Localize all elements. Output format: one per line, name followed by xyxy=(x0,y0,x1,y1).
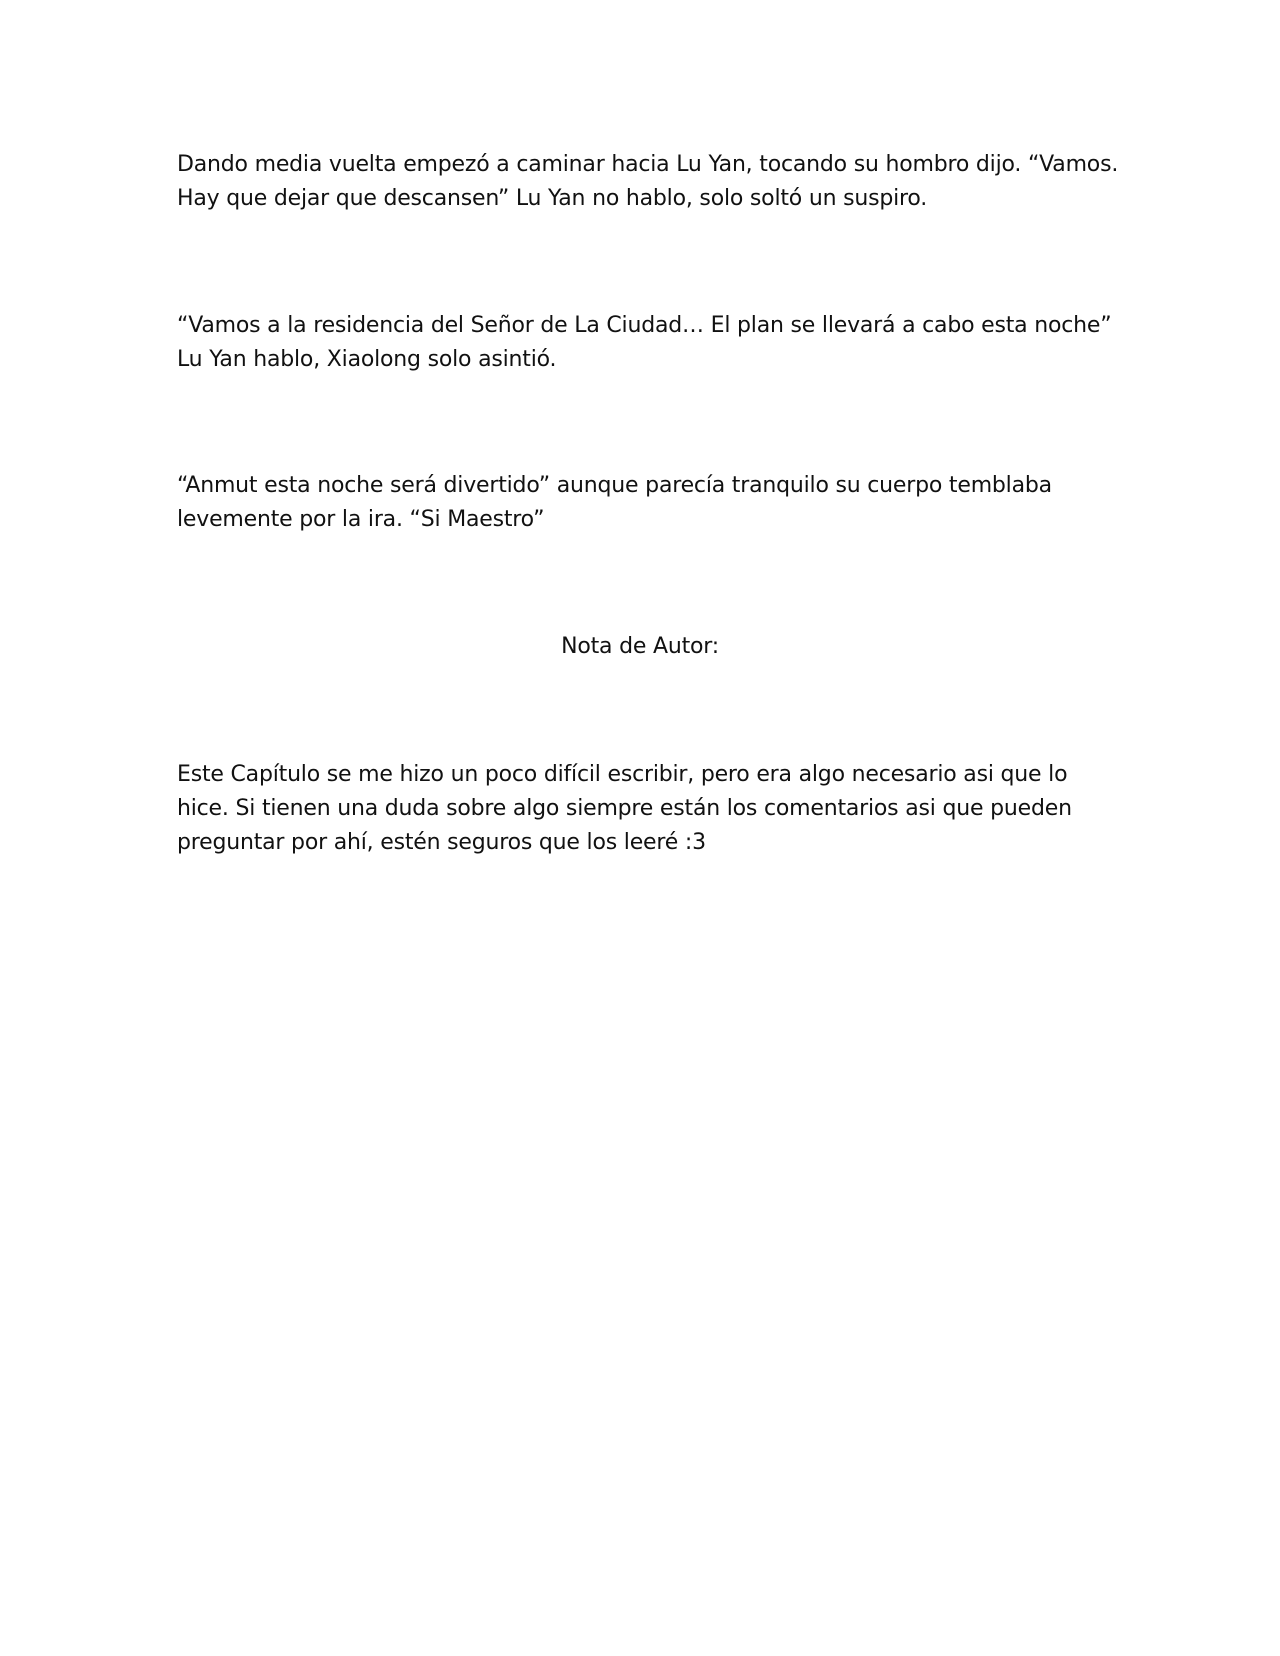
paragraph-line: levemente por la ira. “Si Maestro” xyxy=(177,507,545,532)
paragraph-line: “Vamos a la residencia del Señor de La Ciudad… El plan se llevará a cabo esta noche” xyxy=(177,313,1112,338)
story-paragraph xyxy=(177,148,1119,216)
story-paragraph xyxy=(177,309,1112,377)
story-paragraph xyxy=(177,469,1097,537)
paragraph-line: Hay que dejar que descansen” Lu Yan no hablo, solo soltó un suspiro. xyxy=(177,186,928,211)
paragraph-line: “Anmut esta noche será divertido” aunque parecía tranquilo su cuerpo temblaba xyxy=(177,473,1052,498)
paragraph-line: Lu Yan hablo, Xiaolong solo asintió. xyxy=(177,347,557,372)
paragraph-line: preguntar por ahí, estén seguros que los leeré :3 xyxy=(177,830,706,855)
author-note-heading: Nota de Autor: xyxy=(561,634,719,659)
paragraph-line: Dando media vuelta empezó a caminar hacia Lu Yan, tocando su hombro dijo. “Vamos. xyxy=(177,152,1119,177)
author-note-paragraph xyxy=(177,758,1097,860)
paragraph-line: hice. Si tienen una duda sobre algo siempre están los comentarios asi que pueden xyxy=(177,796,1072,821)
paragraph-line: Este Capítulo se me hizo un poco difícil escribir, pero era algo necesario asi que lo xyxy=(177,762,1068,787)
